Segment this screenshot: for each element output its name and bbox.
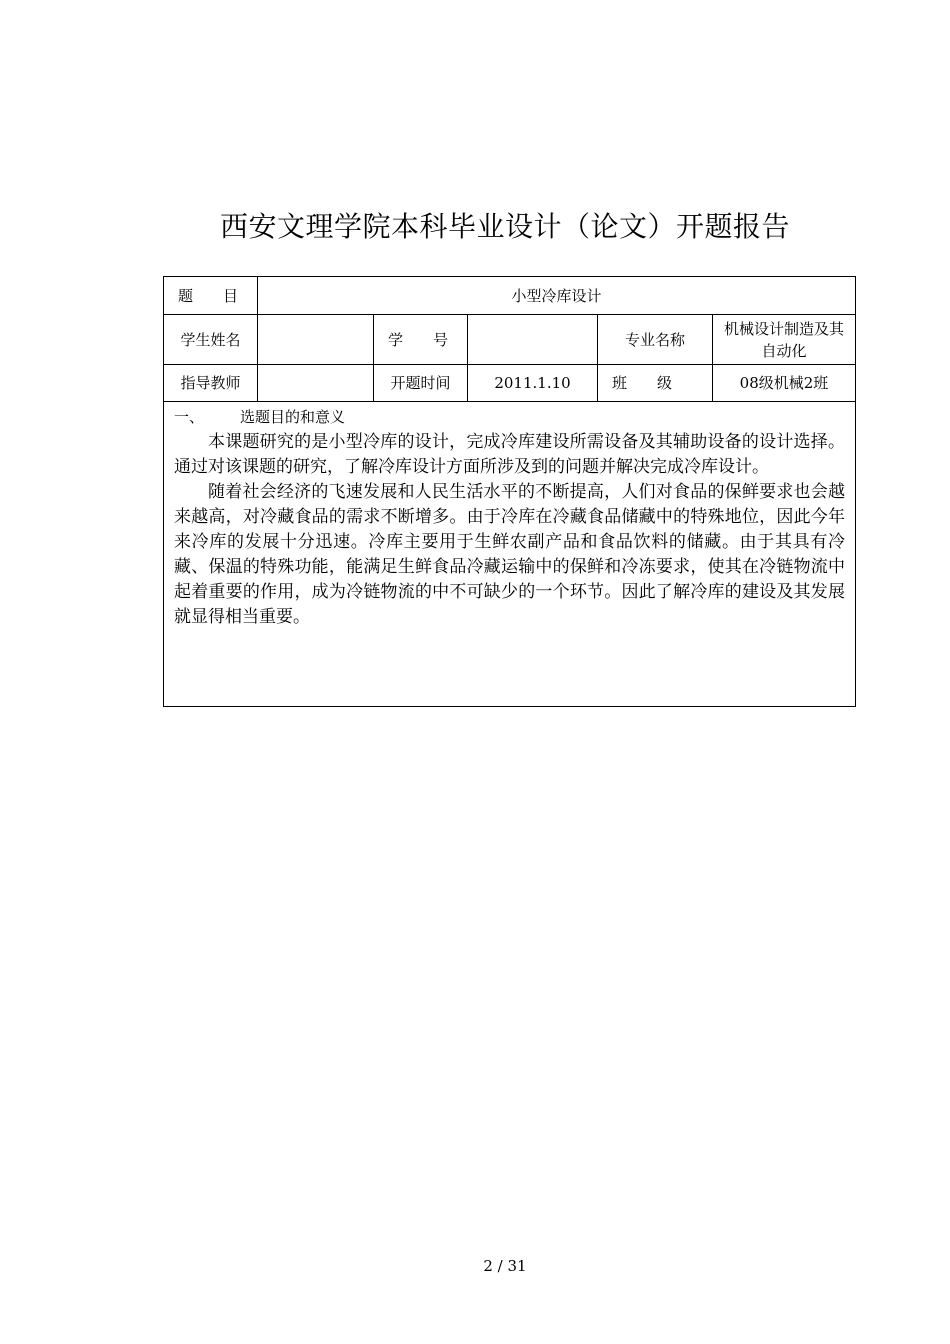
major-label: 专业名称 — [598, 315, 713, 365]
class-label: 班 级 — [598, 365, 713, 402]
student-id-value — [468, 315, 598, 365]
student-name-label: 学生姓名 — [164, 315, 258, 365]
section-heading — [174, 408, 845, 426]
paragraph: 本课题研究的是小型冷库的设计，完成冷库建设所需设备及其辅助设备的设计选择。通过对该课题的研究，了解冷库设计方面所涉及到的问题并解决完成冷库设计。 — [174, 432, 845, 477]
advisor-label: 指导教师 — [164, 365, 258, 402]
section-row — [164, 402, 856, 707]
advisor-row — [164, 365, 856, 402]
page-title: 西安文理学院本科毕业设计（论文）开题报告 — [219, 210, 790, 243]
advisor-value — [258, 365, 374, 402]
report-table — [163, 276, 856, 707]
topic-value: 小型冷库设计 — [258, 277, 856, 315]
start-time-value: 2011.1.10 — [468, 365, 598, 402]
student-row — [164, 315, 856, 365]
topic-label: 题 目 — [164, 277, 258, 315]
section-number: 一、 — [174, 408, 205, 426]
major-value: 机械设计制造及其自动化 — [713, 315, 856, 365]
start-time-label: 开题时间 — [374, 365, 468, 402]
section-heading-text: 选题目的和意义 — [240, 408, 346, 426]
class-value: 08级机械2班 — [713, 365, 856, 402]
student-name-value — [258, 315, 374, 365]
student-id-label: 学 号 — [374, 315, 468, 365]
paragraph: 随着社会经济的飞速发展和人民生活水平的不断提高，人们对食品的保鲜要求也会越来越高，对冷藏食品的需求不断增多。由于冷库在冷藏食品储藏中的特殊地位，因此今年来冷库的发展十分迅速。冷库主要用于生鲜农副产品和食品饮料的储藏。由于其具有冷藏、保温的特殊功能，能满足生鲜食品冷藏运输中的保鲜和冷冻要求，使其在冷链物流中起着重要的作用，成为冷链物流的中不可缺少的一个环节。因此了解冷库的建设及其发展就显得相当重要。 — [174, 482, 845, 627]
page-number: 2 / 31 — [483, 1257, 527, 1275]
section-cell — [164, 402, 856, 707]
topic-row — [164, 277, 856, 315]
